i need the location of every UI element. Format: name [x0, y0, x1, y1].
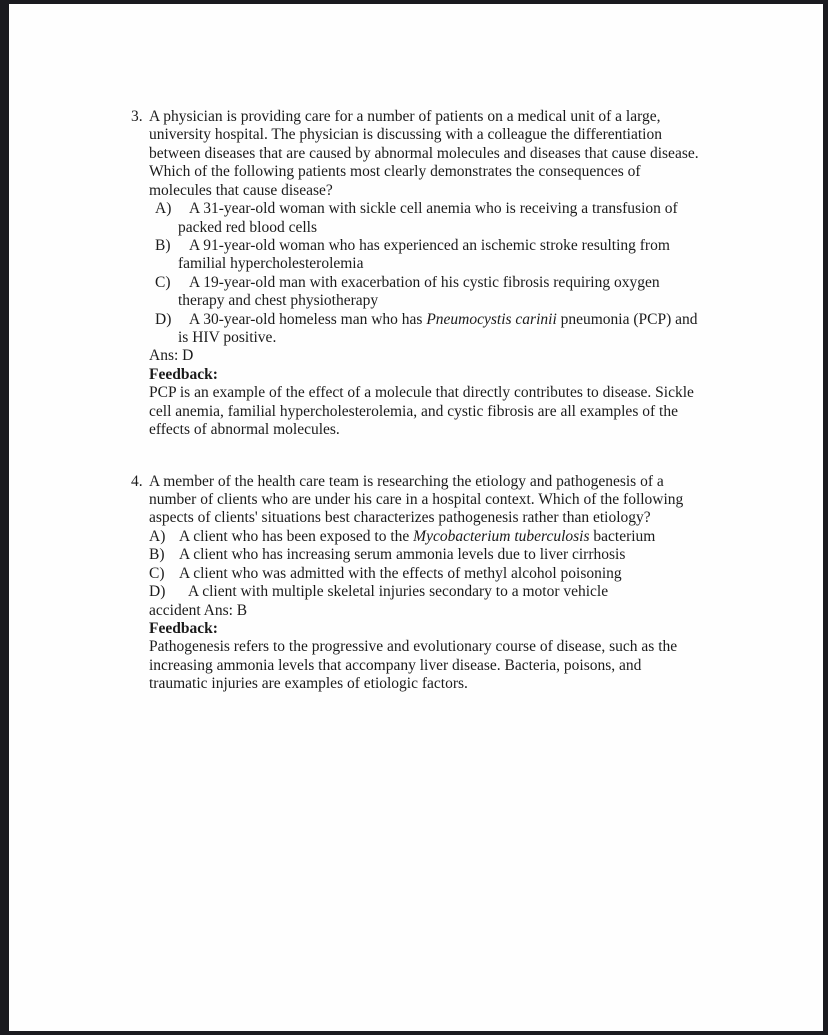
document-page: [9, 4, 823, 1031]
option-continuation-line: packed red blood cells: [178, 218, 318, 236]
question-4: [131, 473, 796, 694]
text-segment: bacterium: [589, 527, 656, 545]
feedback-label: Feedback:: [149, 619, 218, 637]
question-stem-line: A physician is providing care for a number of patients on a medical unit of a large,: [149, 108, 661, 125]
option-letter: A): [149, 527, 166, 545]
answer-line: Ans: D: [149, 347, 194, 365]
option-letter: B): [155, 236, 171, 254]
option-text: A 19-year-old man with exacerbation of his cystic fibrosis requiring oxygen: [189, 273, 660, 291]
feedback-label: Feedback:: [149, 365, 218, 383]
text-segment: A client who has been exposed to the: [179, 527, 414, 545]
feedback-text-line: increasing ammonia levels that accompany liver disease. Bacteria, poisons, and: [149, 656, 642, 674]
question-number: 4.: [131, 472, 143, 490]
option-text: A client with multiple skeletal injuries secondary to a motor vehicle: [188, 583, 609, 601]
answer-line: accident Ans: B: [149, 601, 248, 619]
question-body: [149, 473, 796, 694]
italic-text-segment: Mycobacterium tuberculosis: [413, 527, 590, 545]
option-line: [149, 237, 796, 255]
question-stem-line: number of clients who are under his care in a hospital context. Which of the following: [149, 491, 684, 509]
option-letter: A): [155, 200, 172, 218]
italic-text-segment: Pneumocystis carinii: [426, 310, 557, 328]
option-line: [149, 528, 796, 546]
question-body: [149, 108, 796, 440]
question-stem-line: Which of the following patients most clearly demonstrates the consequences of: [149, 163, 641, 181]
text-segment: pneumonia (PCP) and: [556, 310, 698, 328]
question-stem-line: A member of the health care team is researching the etiology and pathogenesis of a: [149, 472, 664, 490]
option-text: A 91-year-old woman who has experienced an ischemic stroke resulting from: [189, 236, 670, 254]
question-stem-line: aspects of clients' situations best characterizes pathogenesis rather than etiology?: [149, 509, 651, 527]
option-line: [149, 311, 796, 329]
option-line: [149, 565, 796, 583]
option-text: A 31-year-old woman with sickle cell anemia who is receiving a transfusion of: [189, 200, 678, 218]
feedback-text-line: traumatic injuries are examples of etiologic factors.: [149, 675, 468, 693]
option-letter: D): [149, 583, 166, 601]
option-text: [179, 528, 655, 545]
questions-area: [131, 108, 796, 694]
option-text: [189, 311, 698, 328]
text-segment: A 30-year-old homeless man who has: [189, 310, 427, 328]
option-letter: C): [155, 273, 171, 291]
option-line: [149, 583, 796, 601]
option-continuation-line: therapy and chest physiotherapy: [178, 292, 379, 310]
question-3: [131, 108, 796, 440]
option-line: [149, 274, 796, 292]
feedback-text-line: cell anemia, familial hypercholesterolemia, and cystic fibrosis are all examples of the: [149, 402, 678, 420]
question-stem-line: molecules that cause disease?: [149, 181, 333, 199]
option-letter: B): [149, 546, 165, 564]
feedback-text-line: PCP is an example of the effect of a molecule that directly contributes to disease. Sickle: [149, 384, 694, 402]
option-continuation-line: is HIV positive.: [178, 329, 277, 347]
feedback-text-line: Pathogenesis refers to the progressive and evolutionary course of disease, such as the: [149, 638, 678, 656]
option-letter: C): [149, 564, 165, 582]
option-text: A client who has increasing serum ammonia levels due to liver cirrhosis: [179, 546, 626, 564]
option-text: A client who was admitted with the effects of methyl alcohol poisoning: [179, 564, 622, 582]
option-letter: D): [155, 310, 172, 328]
feedback-text-line: effects of abnormal molecules.: [149, 421, 340, 439]
option-continuation-line: familial hypercholesterolemia: [178, 255, 364, 273]
question-stem-line: university hospital. The physician is discussing with a colleague the differentiation: [149, 126, 662, 144]
option-line: [149, 546, 796, 564]
question-number: 3.: [131, 108, 143, 125]
option-line: [149, 200, 796, 218]
question-stem-line: between diseases that are caused by abnormal molecules and diseases that cause disease.: [149, 144, 699, 162]
